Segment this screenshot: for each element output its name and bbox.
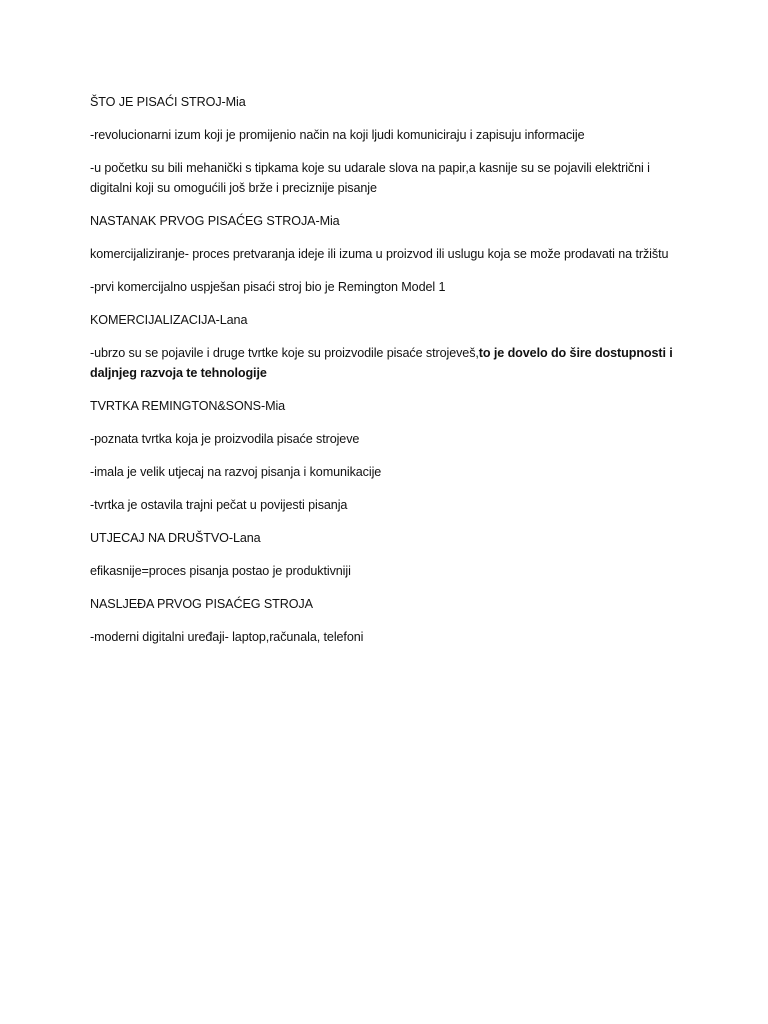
text-tvrtka-je-ostavila: -tvrtka je ostavila trajni pečat u povijesti pisanja (90, 498, 348, 512)
text-imala-je-velik: -imala je velik utjecaj na razvoj pisanja i komunikacije (90, 465, 382, 479)
document-body (90, 92, 690, 660)
text-komercijaliziranje: komercijaliziranje- proces pretvaranja ideje ili izuma u proizvod ili uslugu koja se može prodavati na tržištu (90, 247, 669, 261)
text-prvi-komercijalno: -prvi komercijalno uspješan pisaći stroj bio je Remington Model 1 (90, 280, 446, 294)
text-ubrzo-bold: to je dovelo do šire dostupnosti i daljnjeg razvoja te tehnologije (90, 346, 673, 380)
text-moderni-uredaji: -moderni digitalni uređaji- laptop,računala, telefoni (90, 630, 364, 644)
text-ubrzo-normal: -ubrzo su se pojavile i druge tvrtke koje su proizvodile pisaće strojeveš, (90, 346, 479, 360)
heading-sto-je-pisaci-stroj: ŠTO JE PISAĆI STROJ-Mia (90, 95, 246, 109)
text-ubrzo-mixed (90, 343, 690, 383)
heading-nasljeda: NASLJEĐA PRVOG PISAĆEG STROJA (90, 597, 313, 611)
heading-komercijalizacija: KOMERCIJALIZACIJA-Lana (90, 313, 248, 327)
text-efikasnije: efikasnije=proces pisanja postao je produktivniji (90, 564, 351, 578)
heading-tvrtka-remington: TVRTKA REMINGTON&SONS-Mia (90, 399, 286, 413)
text-poznata-tvrtka: -poznata tvrtka koja je proizvodila pisaće strojeve (90, 432, 360, 446)
text-revolucionarni-izum: -revolucionarni izum koji je promijenio način na koji ljudi komuniciraju i zapisuju informacije (90, 128, 585, 142)
heading-nastanak: NASTANAK PRVOG PISAĆEG STROJA-Mia (90, 214, 340, 228)
heading-utjecaj-na-drustvo: UTJECAJ NA DRUŠTVO-Lana (90, 531, 261, 545)
text-u-pocetku: -u početku su bili mehanički s tipkama koje su udarale slova na papir,a kasnije su se pojavili električni i digitalni koji su omogućili još brže i preciznije pisanje (90, 161, 650, 195)
